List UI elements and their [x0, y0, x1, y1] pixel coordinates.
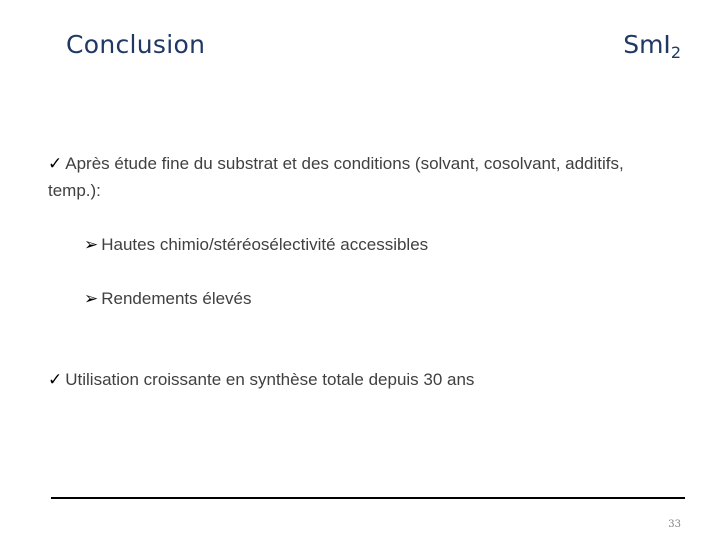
bullet-item: [48, 150, 648, 204]
footer-divider: [51, 497, 685, 499]
bullet-item: [48, 366, 648, 393]
bullet-text: Rendements élevés: [101, 289, 252, 308]
bullet-text: Après étude fine du substrat et des conditions (solvant, cosolvant, additifs, temp.):: [48, 154, 624, 200]
arrow-bullet-icon: ➢: [84, 235, 99, 254]
slide-tag-subscript: 2: [670, 43, 681, 62]
bullet-text: Hautes chimio/stéréosélectivité accessibles: [101, 235, 429, 254]
sub-bullet-item: [84, 285, 644, 312]
checkmark-icon: ✓: [48, 154, 63, 173]
slide-title: Conclusion: [66, 30, 206, 59]
sub-bullet-item: [84, 231, 644, 258]
arrow-bullet-icon: ➢: [84, 289, 99, 308]
bullet-text: Utilisation croissante en synthèse totale depuis 30 ans: [65, 370, 475, 389]
slide-tag-main: SmI: [623, 30, 671, 59]
page-number: 33: [668, 519, 681, 530]
slide-tag-smi2: [623, 32, 681, 61]
checkmark-icon: ✓: [48, 370, 63, 389]
